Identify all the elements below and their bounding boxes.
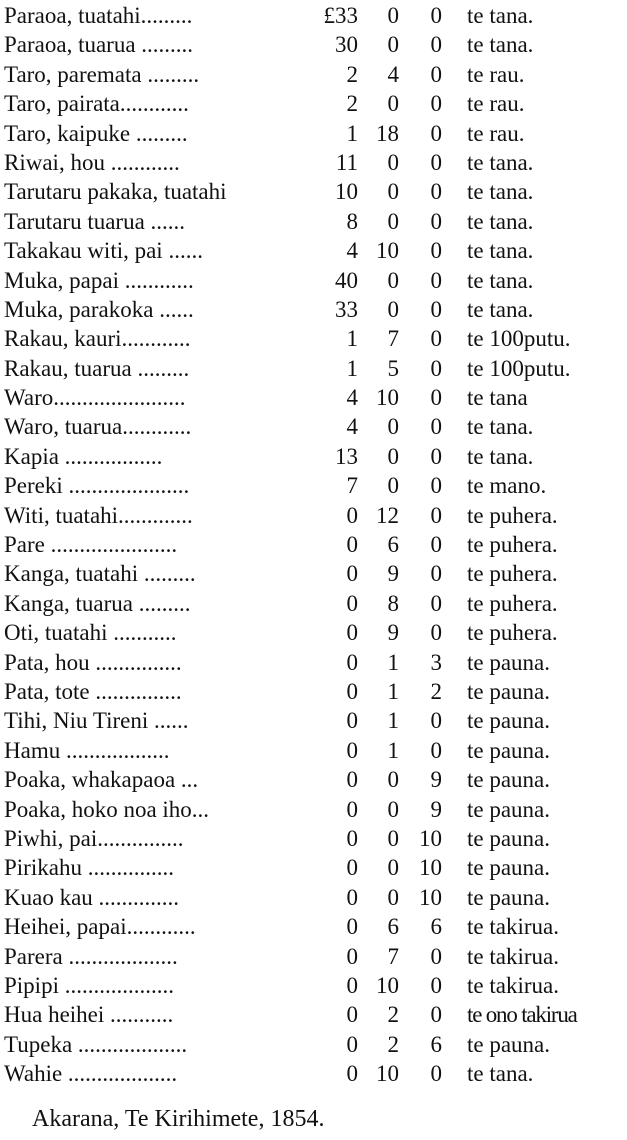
pence-value: 0 [430,414,442,440]
pence-value: 0 [430,473,442,499]
pence-value: 0 [430,708,442,734]
unit-label: te puhera. [467,532,558,558]
price-row [4,119,624,148]
pence-value: 0 [430,1002,442,1028]
item-name: Taro, pairata............ [4,91,189,117]
unit-label: te puhera. [467,502,558,528]
shillings-value: 18 [376,120,399,146]
pence-value: 0 [430,179,442,205]
item-name: Paraoa, tuatahi......... [4,3,193,28]
price-row [4,824,624,853]
pounds-value: 0 [346,1002,358,1028]
unit-label: te tana. [467,208,534,234]
price-row [4,971,624,1000]
item-name: Tupeka ................... [4,1031,188,1057]
price-row [4,1059,624,1088]
shillings-value: 10 [376,1061,399,1087]
unit-label: te 100putu. [467,326,571,352]
shillings-value: 0 [387,825,399,851]
pounds-value: 10 [335,179,358,205]
item-name: Witi, tuatahi............. [4,502,193,528]
pence-value: 0 [430,61,442,87]
shillings-value: 0 [387,267,399,293]
price-row [4,530,624,559]
pence-value: 6 [430,1031,442,1057]
item-name: Rakau, tuarua ......... [4,355,190,381]
pounds-value: 2 [346,61,358,87]
pounds-value: 0 [346,561,358,587]
pounds-value: 7 [346,473,358,499]
unit-label: te pauna. [467,796,551,822]
price-row [4,942,624,971]
price-row [4,89,624,118]
unit-label: te mano. [467,473,547,499]
price-row [4,1000,624,1029]
price-row [4,736,624,765]
price-row [4,471,624,500]
pounds-value: 0 [346,825,358,851]
price-row [4,589,624,618]
item-name: Hamu .................. [4,737,170,763]
price-row [4,442,624,471]
shillings-value: 7 [387,326,399,352]
shillings-value: 0 [387,179,399,205]
unit-label: te pauna. [467,737,551,763]
item-name: Waro....................... [4,385,186,411]
unit-label: te pauna. [467,649,551,675]
pence-value: 0 [430,1061,442,1087]
pence-value: 0 [430,385,442,411]
item-name: Kanga, tuarua ......... [4,590,191,616]
pounds-value: 0 [346,1031,358,1057]
shillings-value: 2 [387,1031,399,1057]
pounds-value: 0 [346,914,358,940]
item-name: Muka, parakoka ...... [4,296,194,322]
pence-value: 10 [419,855,442,881]
pence-value: 0 [430,120,442,146]
pounds-value: 33 [335,296,358,322]
pounds-value: 1 [346,355,358,381]
item-name: Pereki ..................... [4,473,190,499]
pence-value: 0 [430,3,442,28]
pence-value: 0 [430,620,442,646]
pounds-value: 0 [346,796,358,822]
pence-value: 0 [430,149,442,175]
unit-label: te puhera. [467,590,558,616]
item-name: Paraoa, tuarua ......... [4,32,194,58]
shillings-value: 0 [387,473,399,499]
price-row [4,795,624,824]
pounds-value: 1 [346,120,358,146]
item-name: Taro, paremata ......... [4,61,200,87]
pence-value: 0 [430,502,442,528]
pounds-value: 0 [346,767,358,793]
item-name: Kanga, tuatahi ......... [4,561,196,587]
shillings-value: 0 [387,855,399,881]
unit-label: te tana. [467,1061,534,1087]
item-name: Riwai, hou ............ [4,149,180,175]
unit-label: te takirua. [467,972,559,998]
shillings-value: 0 [387,91,399,117]
unit-label: te tana. [467,149,534,175]
item-name: Poaka, hoko noa iho... [4,796,210,822]
shillings-value: 9 [387,561,399,587]
pounds-value: 0 [346,649,358,675]
item-name: Heihei, papai............ [4,914,196,940]
pounds-value: 0 [346,532,358,558]
shillings-value: 10 [376,238,399,264]
shillings-value: 0 [387,32,399,58]
item-name: Kuao kau .............. [4,884,180,910]
shillings-value: 6 [387,914,399,940]
unit-label: te pauna. [467,708,551,734]
unit-label: te tana. [467,32,534,58]
pence-value: 0 [430,267,442,293]
pence-value: 0 [430,32,442,58]
item-name: Takakau witi, pai ...... [4,238,203,264]
price-row [4,30,624,59]
pence-value: 0 [430,737,442,763]
pence-value: 0 [430,532,442,558]
shillings-value: 0 [387,767,399,793]
unit-label: te pauna. [467,1031,551,1057]
item-name: Pata, tote ............... [4,678,182,704]
shillings-value: 1 [387,678,399,704]
price-row [4,853,624,882]
pounds-value: 11 [335,149,358,175]
price-row [4,618,624,647]
unit-label: te pauna. [467,678,551,704]
price-row [4,236,624,265]
item-name: Pata, hou ............... [4,649,182,675]
price-row [4,912,624,941]
unit-label: te ono takirua [467,1002,577,1028]
unit-label: te pauna. [467,825,551,851]
pounds-value: 8 [346,208,358,234]
price-row [4,295,624,324]
pence-value: 0 [430,208,442,234]
price-row [4,1030,624,1059]
pounds-value: 0 [346,884,358,910]
shillings-value: 6 [387,532,399,558]
footer-dateline: Akarana, Te Kirihimete, 1854. [32,1106,325,1132]
pence-value: 0 [430,296,442,322]
unit-label: te 100putu. [467,355,571,381]
item-name: Muka, papai ............ [4,267,194,293]
pounds-value: 0 [346,737,358,763]
unit-label: te tana. [467,443,534,469]
pounds-value: £33 [323,3,358,28]
item-name: Tarutaru tuarua ...... [4,208,186,234]
price-row [4,383,624,412]
pounds-value: 1 [346,326,358,352]
pounds-value: 4 [346,238,358,264]
price-row [4,765,624,794]
pence-value: 10 [419,884,442,910]
price-row [4,177,624,206]
price-row [4,559,624,588]
pounds-value: 0 [346,972,358,998]
shillings-value: 12 [376,502,399,528]
price-row [4,60,624,89]
pence-value: 0 [430,91,442,117]
item-name: Waro, tuarua............ [4,414,192,440]
shillings-value: 8 [387,590,399,616]
pounds-value: 40 [335,267,358,293]
pounds-value: 13 [335,443,358,469]
unit-label: te pauna. [467,767,551,793]
shillings-value: 0 [387,796,399,822]
pence-value: 6 [430,914,442,940]
item-name: Tarutaru pakaka, tuatahi [4,179,227,205]
unit-label: te tana. [467,3,534,28]
price-list [4,1,624,1088]
shillings-value: 0 [387,208,399,234]
shillings-value: 10 [376,972,399,998]
unit-label: te tana [467,385,528,411]
unit-label: te rau. [467,61,525,87]
shillings-value: 0 [387,414,399,440]
shillings-value: 0 [387,443,399,469]
item-name: Pare ...................... [4,532,178,558]
unit-label: te takirua. [467,914,559,940]
price-row [4,324,624,353]
unit-label: te tana. [467,238,534,264]
item-name: Tihi, Niu Tireni ...... [4,708,189,734]
item-name: Kapia ................. [4,443,163,469]
unit-label: te tana. [467,414,534,440]
unit-label: te tana. [467,296,534,322]
pence-value: 0 [430,590,442,616]
shillings-value: 0 [387,884,399,910]
price-row [4,648,624,677]
price-row [4,677,624,706]
pence-value: 3 [430,649,442,675]
pounds-value: 0 [346,678,358,704]
unit-label: te tana. [467,267,534,293]
item-name: Taro, kaipuke ......... [4,120,188,146]
price-row [4,207,624,236]
pounds-value: 0 [346,708,358,734]
pence-value: 0 [430,326,442,352]
pounds-value: 30 [335,32,358,58]
shillings-value: 2 [387,1002,399,1028]
price-row [4,148,624,177]
pounds-value: 0 [346,855,358,881]
shillings-value: 9 [387,620,399,646]
unit-label: te puhera. [467,561,558,587]
item-name: Hua heihei ........... [4,1002,174,1028]
shillings-value: 1 [387,708,399,734]
unit-label: te pauna. [467,855,551,881]
shillings-value: 1 [387,649,399,675]
shillings-value: 4 [387,61,399,87]
item-name: Pipipi ................... [4,972,174,998]
unit-label: te tana. [467,179,534,205]
item-name: Wahie ................... [4,1061,178,1087]
pounds-value: 0 [346,590,358,616]
item-name: Poaka, whakapaoa ... [4,767,199,793]
pence-value: 9 [430,767,442,793]
item-name: Rakau, kauri............ [4,326,191,352]
pounds-value: 4 [346,385,358,411]
shillings-value: 5 [387,355,399,381]
pounds-value: 0 [346,620,358,646]
price-row [4,883,624,912]
price-row [4,501,624,530]
unit-label: te rau. [467,120,525,146]
price-row [4,412,624,441]
shillings-value: 1 [387,737,399,763]
pounds-value: 4 [346,414,358,440]
shillings-value: 7 [387,943,399,969]
pence-value: 0 [430,443,442,469]
unit-label: te rau. [467,91,525,117]
pence-value: 0 [430,355,442,381]
pounds-value: 0 [346,1061,358,1087]
shillings-value: 0 [387,3,399,28]
price-row [4,706,624,735]
shillings-value: 0 [387,296,399,322]
price-row [4,354,624,383]
pence-value: 9 [430,796,442,822]
pence-value: 0 [430,238,442,264]
item-name: Oti, tuatahi ........... [4,620,177,646]
pence-value: 0 [430,972,442,998]
price-row [4,1,624,30]
pence-value: 0 [430,943,442,969]
item-name: Piwhi, pai............... [4,825,184,851]
unit-label: te puhera. [467,620,558,646]
pence-value: 2 [430,678,442,704]
pence-value: 0 [430,561,442,587]
pence-value: 10 [419,825,442,851]
price-row [4,266,624,295]
item-name: Parera ................... [4,943,178,969]
item-name: Pirikahu ............... [4,855,174,881]
unit-label: te pauna. [467,884,551,910]
pounds-value: 0 [346,502,358,528]
shillings-value: 10 [376,385,399,411]
pounds-value: 2 [346,91,358,117]
shillings-value: 0 [387,149,399,175]
pounds-value: 0 [346,943,358,969]
unit-label: te takirua. [467,943,559,969]
